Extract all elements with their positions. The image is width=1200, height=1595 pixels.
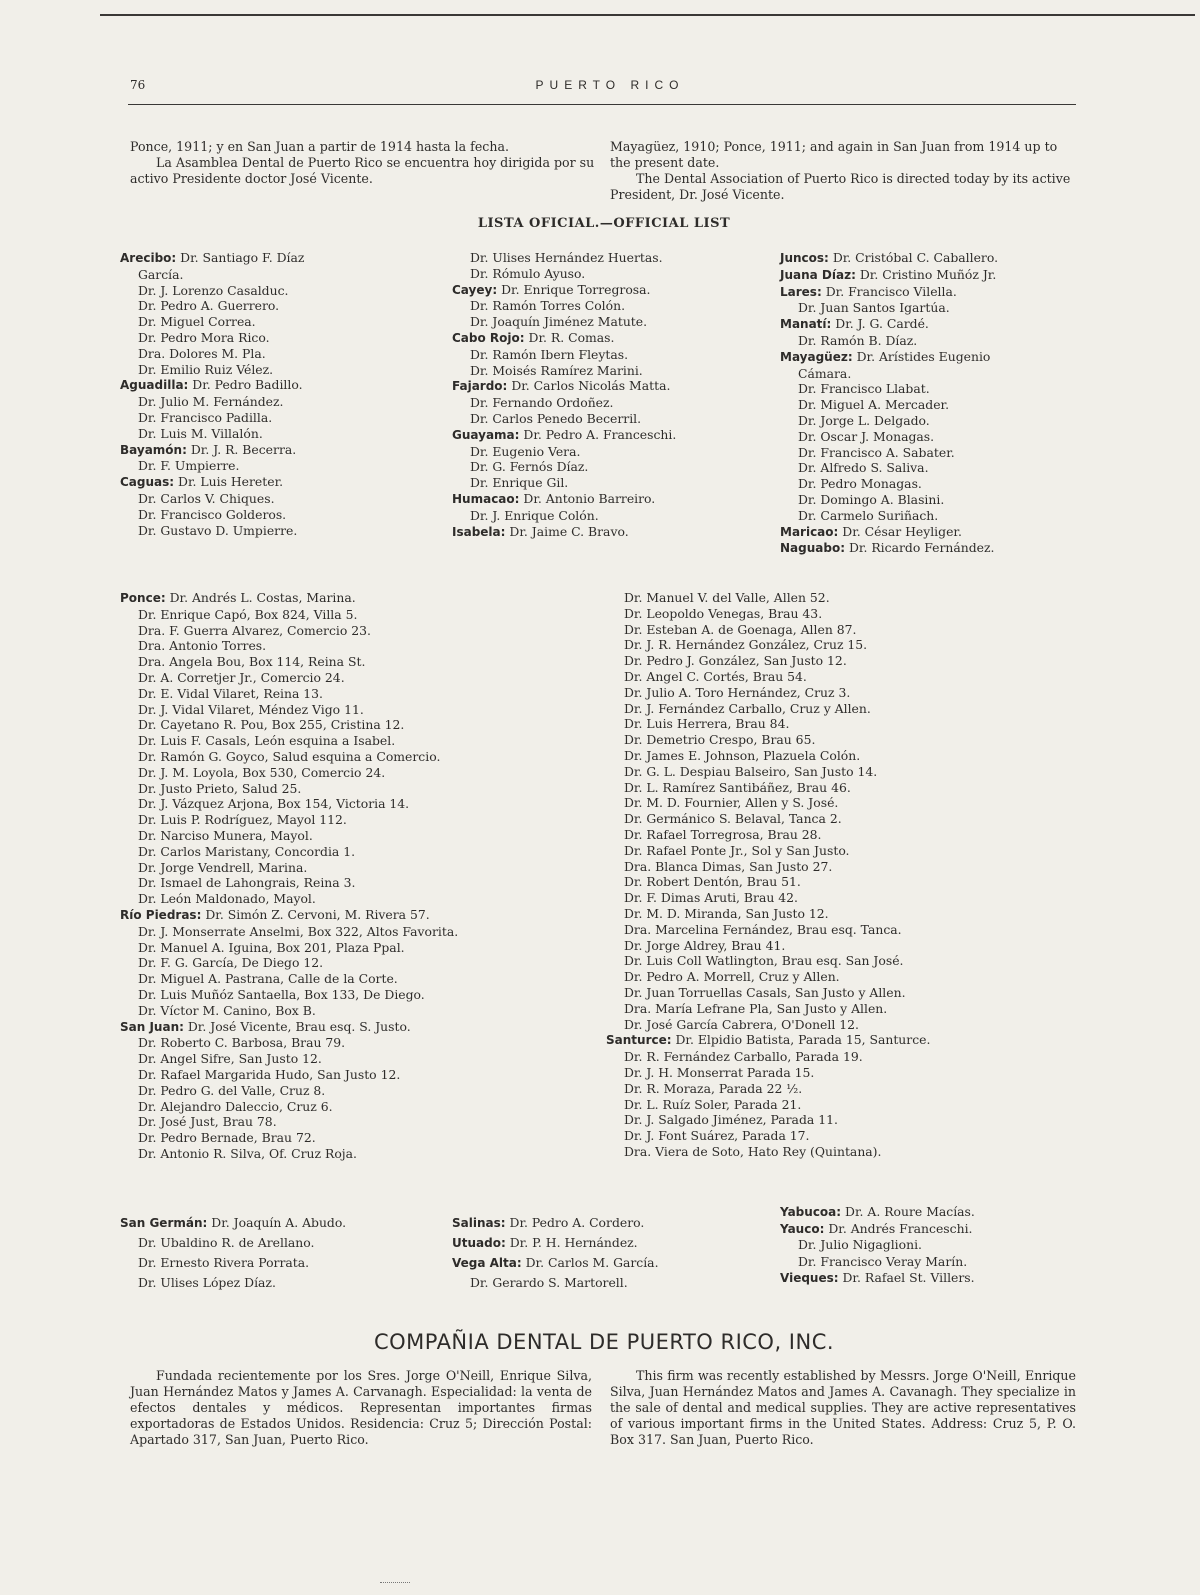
list-entry: Dr. F. Umpierre. [138, 458, 240, 474]
list-entry: Dr. Francisco Veray Marín. [798, 1253, 968, 1269]
list-entry: Dr. J. Enrique Colón. [470, 507, 599, 523]
dentist-name: Dr. Cristóbal C. Caballero. [832, 250, 999, 265]
dentist-name: Dr. J. R. Becerra. [190, 441, 297, 457]
list-entry [120, 907, 620, 924]
list-entry: Dr. Ramón Torres Colón. [470, 298, 626, 314]
list-entry: Dr. Rafael Margarida Hudo, San Justo 12. [138, 1066, 401, 1082]
list-entry: Dr. Emilio Ruiz Vélez. [138, 361, 274, 377]
list-entry [780, 1204, 1080, 1221]
list-entry: Dr. Pedro A. Guerrero. [138, 298, 280, 314]
list-entry: Dr. Ismael de Lahongrais, Reina 3. [138, 875, 356, 891]
list-entry: Dr. Narciso Munera, Mayol. [138, 827, 313, 843]
list-entry: Dr. Miguel A. Mercader. [798, 397, 950, 413]
list-entry-continued: Cámara. [798, 365, 852, 381]
list-entry [452, 1213, 782, 1233]
town-name: Utuado: [452, 1236, 506, 1250]
list-entry: Dr. J. Font Suárez, Parada 17. [624, 1128, 810, 1144]
list-entry: Dra. Blanca Dimas, San Justo 27. [624, 858, 833, 874]
list-entry: Dr. Enrique Capó, Box 824, Villa 5. [138, 606, 358, 622]
list-entry: Dr. Joaquín Jiménez Matute. [470, 314, 648, 330]
list-entry: Dr. J. H. Monserrat Parada 15. [624, 1064, 815, 1080]
list-entry: Dr. Jorge Vendrell, Marina. [138, 859, 308, 875]
list-entry: Dra. F. Guerra Alvarez, Comercio 23. [138, 622, 371, 638]
town-name: Vieques: [780, 1271, 839, 1285]
list-entry [452, 330, 772, 347]
list-entry: Dr. Luis Herrera, Brau 84. [624, 716, 790, 732]
list-entry [120, 1019, 620, 1036]
list-entry [120, 474, 380, 491]
list-entry: Dr. L. Ramírez Santibáñez, Brau 46. [624, 779, 851, 795]
list-entry: Dr. José García Cabrera, O'Donell 12. [624, 1016, 859, 1032]
town-name: Salinas: [452, 1216, 506, 1230]
list-entry [452, 1253, 782, 1273]
list-entry [780, 524, 1080, 541]
list-right-wide [606, 590, 1080, 1160]
list-entry [780, 1270, 1080, 1287]
town-name: Humacao: [452, 491, 520, 506]
list-entry [780, 284, 1080, 301]
list-entry: Dr. Cayetano R. Pou, Box 255, Cristina 12. [138, 717, 405, 733]
dentist-name: Dr. R. Comas. [528, 329, 615, 345]
top-rule [100, 14, 1195, 16]
dentist-name: Dr. Santiago F. Díaz [180, 250, 305, 265]
list-entry: Dr. Antonio R. Silva, Of. Cruz Roja. [138, 1145, 357, 1161]
list-entry: Dr. Miguel Correa. [138, 314, 256, 330]
list-entry [606, 1032, 1080, 1049]
list-entry: Dr. Pedro Monagas. [798, 476, 922, 492]
dentist-name: Dr. Simón Z. Cervoni, M. Rivera 57. [205, 906, 430, 922]
list-entry [780, 540, 1080, 557]
list-entry: Dr. G. Fernós Díaz. [470, 459, 589, 475]
list-entry [452, 491, 772, 508]
list-entry [120, 590, 620, 607]
list-entry: Dr. León Maldonado, Mayol. [138, 891, 316, 907]
list-entry: Dr. Enrique Gil. [470, 475, 569, 491]
list-entry [780, 316, 1080, 333]
town-name: San Germán: [120, 1216, 208, 1230]
list-entry: Dr. Pedro Bernade, Brau 72. [138, 1130, 316, 1146]
intro-en-p2: The Dental Association of Puerto Rico is directed today by its active President, Dr. José Vicente. [610, 171, 1071, 202]
intro-es-p2: La Asamblea Dental de Puerto Rico se encuentra hoy dirigida por su activo Presidente doctor José Vicente. [130, 155, 595, 186]
company-es-text: Fundada recientemente por los Sres. Jorge O'Neill, Enrique Silva, Juan Hernández Matos y James A. Carvanagh. Especialidad: la venta de efectos dentales y médicos. Representan importantes firmas exportadoras de Estados Unidos. Residencia: Cruz 5; Dirección Postal: Apartado 317, San Juan, Puerto Rico. [130, 1368, 592, 1447]
town-name: Vega Alta: [452, 1256, 522, 1270]
dentist-name: Dr. Cristino Muñóz Jr. [859, 266, 997, 282]
dentist-name: Dr. Carlos Nicolás Matta. [511, 378, 671, 394]
list-entry [452, 1273, 782, 1293]
list-entry: Dr. Luis F. Casals, León esquina a Isabel. [138, 733, 396, 749]
list-entry: Dr. Ulises Hernández Huertas. [470, 250, 663, 265]
list-entry [452, 524, 772, 541]
list-entry: Dr. Domingo A. Blasini. [798, 491, 945, 507]
list-entry: Dr. Ramón Ibern Fleytas. [470, 346, 629, 362]
town-name: Naguabo: [780, 541, 846, 556]
dentist-name: Dr. J. G. Cardé. [835, 316, 929, 332]
dentist-name: Dr. Carlos M. García. [525, 1255, 659, 1270]
town-name: Maricao: [780, 524, 839, 539]
list-entry: Dr. Carlos Penedo Becerril. [470, 410, 642, 426]
dentist-name: Dr. Pedro Badillo. [192, 377, 303, 393]
town-name: Caguas: [120, 475, 175, 490]
town-name: Cabo Rojo: [452, 330, 525, 345]
list-entry: Dr. Carlos Maristany, Concordia 1. [138, 843, 356, 859]
list-entry [780, 267, 1080, 284]
list-entry: Dr. Robert Dentón, Brau 51. [624, 874, 801, 890]
dentist-name: Dr. Joaquín A. Abudo. [211, 1215, 347, 1230]
list-entry: Dr. Francisco Llabat. [798, 381, 930, 397]
list-entry: Dr. Luis P. Rodríguez, Mayol 112. [138, 812, 347, 828]
list-entry: Dr. Ernesto Rivera Porrata. [138, 1255, 310, 1270]
dentist-name: Dr. A. Roure Macías. [845, 1204, 975, 1219]
list-entry [780, 1221, 1080, 1238]
list-entry: Dra. Dolores M. Pla. [138, 345, 266, 361]
town-name: Arecibo: [120, 251, 177, 265]
list-entry: Dr. J. R. Hernández González, Cruz 15. [624, 637, 868, 653]
dentist-name: Dr. Jaime C. Bravo. [509, 523, 629, 539]
dentist-name: Dr. César Heyliger. [842, 523, 962, 539]
list-entry: Dr. Ulises López Díaz. [138, 1275, 276, 1290]
list-entry: Dr. Julio Nigaglioni. [798, 1237, 922, 1252]
list-entry: Dr. Ramón B. Díaz. [798, 332, 918, 348]
dentist-name: Dr. Pedro A. Franceschi. [523, 426, 677, 442]
list-entry [120, 250, 380, 267]
dentist-name: Dr. Andrés L. Costas, Marina. [169, 590, 356, 605]
dentist-name: Dr. Antonio Barreiro. [523, 490, 656, 506]
page-number: 76 [130, 78, 146, 92]
town-name: Manatí: [780, 317, 832, 332]
list-entry: Dr. M. D. Fournier, Allen y S. José. [624, 795, 839, 811]
town-name: Mayagüez: [780, 349, 853, 364]
town-name: Ponce: [120, 591, 166, 605]
town-name: Río Piedras: [120, 907, 202, 922]
list-entry: Dr. Miguel A. Pastrana, Calle de la Corte. [138, 971, 398, 987]
list-entry: Dr. Víctor M. Canino, Box B. [138, 1002, 316, 1018]
intro-spanish [130, 139, 600, 187]
list-entry: Dr. Julio A. Toro Hernández, Cruz 3. [624, 684, 851, 700]
dentist-name: Dr. Luis Hereter. [178, 474, 284, 490]
list-entry: Dr. M. D. Miranda, San Justo 12. [624, 905, 829, 921]
town-name: San Juan: [120, 1019, 184, 1034]
list-entry: Dr. Luis Muñóz Santaella, Box 133, De Diego. [138, 986, 425, 1002]
list-entry: Dr. Ubaldino R. de Arellano. [138, 1235, 315, 1250]
list-entry: Dr. Gustavo D. Umpierre. [138, 522, 298, 538]
list-column-3 [780, 250, 1080, 557]
dentist-name: Dr. P. H. Hernández. [509, 1235, 638, 1250]
town-name: Santurce: [606, 1033, 672, 1048]
list-entry: Dr. Germánico S. Belaval, Tanca 2. [624, 811, 842, 827]
dentist-name: Dr. Arístides Eugenio [856, 348, 991, 364]
list-entry: Dr. A. Corretjer Jr., Comercio 24. [138, 669, 345, 685]
list-entry: Dr. J. Vidal Vilaret, Méndez Vigo 11. [138, 701, 364, 717]
list-entry: Dr. R. Fernández Carballo, Parada 19. [624, 1049, 863, 1065]
list-entry: Dr. Pedro G. del Valle, Cruz 8. [138, 1082, 326, 1098]
dentist-name: Dr. Pedro A. Cordero. [509, 1215, 645, 1230]
list-entry: Dr. Angel Sifre, San Justo 12. [138, 1051, 322, 1067]
footer-mark [380, 1582, 410, 1583]
town-name: Yauco: [780, 1221, 825, 1236]
list-entry [780, 250, 1080, 267]
town-name: Yabucoa: [780, 1205, 842, 1219]
town-name: Isabela: [452, 524, 506, 539]
list-entry [452, 427, 772, 444]
list-entry: Dr. Rómulo Ayuso. [470, 265, 586, 281]
list-entry: Dr. Alfredo S. Saliva. [798, 460, 929, 476]
list-entry: Dr. Pedro A. Morrell, Cruz y Allen. [624, 969, 840, 985]
list-entry: Dr. Carlos V. Chiques. [138, 490, 275, 506]
list-entry: Dr. J. M. Loyola, Box 530, Comercio 24. [138, 764, 386, 780]
list-entry: Dr. Demetrio Crespo, Brau 65. [624, 732, 816, 748]
list-entry: Dr. F. Dimas Aruti, Brau 42. [624, 890, 798, 906]
list-entry [120, 442, 380, 459]
list-entry: Dr. Eugenio Vera. [470, 443, 581, 459]
san-german-group [120, 1213, 430, 1293]
list-entry: Dr. Manuel V. del Valle, Allen 52. [624, 590, 830, 605]
list-entry: Dr. Julio M. Fernández. [138, 394, 284, 410]
intro-en-p1: Mayagüez, 1910; Ponce, 1911; and again in San Juan from 1914 up to the present date. [610, 139, 1058, 170]
dentist-name: Dr. Ricardo Fernández. [848, 540, 995, 556]
list-entry: Dra. Angela Bou, Box 114, Reina St. [138, 654, 366, 670]
list-entry: Dr. R. Moraza, Parada 22 ½. [624, 1080, 803, 1096]
list-entry: Dr. Fernando Ordoñez. [470, 395, 614, 411]
list-entry: Dra. Viera de Soto, Hato Rey (Quintana). [624, 1143, 882, 1159]
list-entry: Dr. J. Monserrate Anselmi, Box 322, Altos Favorita. [138, 923, 459, 939]
list-entry: Dr. Moisés Ramírez Marini. [470, 362, 643, 378]
list-entry-continued: García. [138, 266, 184, 282]
list-entry: Dr. James E. Johnson, Plazuela Colón. [624, 747, 861, 763]
list-entry: Dr. F. G. García, De Diego 12. [138, 955, 324, 971]
intro-es-p1: Ponce, 1911; y en San Juan a partir de 1914 hasta la fecha. [130, 139, 509, 154]
list-entry: Dr. Juan Torruellas Casals, San Justo y Allen. [624, 984, 906, 1000]
list-entry: Dr. Jorge Aldrey, Brau 41. [624, 937, 786, 953]
list-entry: Dr. Luis Coll Watlington, Brau esq. San José. [624, 953, 904, 969]
list-entry: Dr. Pedro J. González, San Justo 12. [624, 653, 847, 669]
list-entry [120, 377, 380, 394]
list-entry: Dr. Manuel A. Iguina, Box 201, Plaza Ppal. [138, 939, 405, 955]
town-name: Lares: [780, 284, 822, 299]
right-bottom-group [780, 1204, 1080, 1287]
list-entry: Dr. Francisco Padilla. [138, 409, 273, 425]
town-name: Bayamón: [120, 442, 187, 457]
list-entry: Dr. L. Ruíz Soler, Parada 21. [624, 1096, 802, 1112]
list-entry: Dr. José Just, Brau 78. [138, 1114, 277, 1130]
company-spanish [130, 1368, 592, 1448]
list-entry: Dr. Francisco Golderos. [138, 506, 287, 522]
list-entry: Dr. J. Salgado Jiménez, Parada 11. [624, 1112, 838, 1128]
company-title: COMPAÑIA DENTAL DE PUERTO RICO, INC. [373, 1330, 835, 1354]
list-entry: Dr. J. Lorenzo Casalduc. [138, 282, 289, 298]
dentist-name: Dr. Andrés Franceschi. [828, 1220, 973, 1236]
dentist-name: Dr. Elpidio Batista, Parada 15, Santurce. [675, 1032, 931, 1048]
list-entry: Dr. Pedro Mora Rico. [138, 329, 270, 345]
mid-bottom-group [452, 1213, 782, 1293]
list-entry: Dr. Ramón G. Goyco, Salud esquina a Comercio. [138, 748, 441, 764]
dentist-name: Dr. Enrique Torregrosa. [501, 281, 651, 297]
dentist-name: Dr. José Vicente, Brau esq. S. Justo. [187, 1018, 411, 1034]
list-entry [120, 1213, 430, 1233]
list-entry [780, 349, 1080, 366]
list-entry: Dr. G. L. Despiau Balseiro, San Justo 14. [624, 763, 878, 779]
list-entry: Dr. Alejandro Daleccio, Cruz 6. [138, 1098, 333, 1114]
list-entry: Dr. Oscar J. Monagas. [798, 428, 935, 444]
list-entry: Dr. Rafael Torregrosa, Brau 28. [624, 826, 822, 842]
town-name: Juncos: [780, 251, 829, 265]
list-entry: Dr. J. Fernández Carballo, Cruz y Allen. [624, 700, 871, 716]
list-entry [452, 1233, 782, 1253]
list-entry: Dr. Luis M. Villalón. [138, 425, 263, 441]
list-column-2 [452, 250, 772, 540]
list-entry: Dra. María Lefrane Pla, San Justo y Allen. [624, 1000, 888, 1016]
company-english [610, 1368, 1076, 1448]
list-entry: Dra. Antonio Torres. [138, 638, 267, 654]
list-entry: Dr. Carmelo Suriñach. [798, 507, 939, 523]
list-entry: Dr. Roberto C. Barbosa, Brau 79. [138, 1035, 346, 1051]
dentist-name: Dr. Francisco Vilella. [825, 283, 957, 299]
list-entry: Dr. Angel C. Cortés, Brau 54. [624, 668, 807, 684]
list-entry: Dr. Jorge L. Delgado. [798, 412, 930, 428]
list-left-wide [120, 590, 620, 1162]
list-entry: Dra. Marcelina Fernández, Brau esq. Tanca. [624, 921, 902, 937]
list-entry: Dr. J. Vázquez Arjona, Box 154, Victoria 14. [138, 796, 410, 812]
page-header [130, 78, 1090, 100]
running-title: PUERTO RICO [535, 78, 685, 92]
intro-english [610, 139, 1076, 203]
dentist-name: Dr. Rafael St. Villers. [842, 1270, 975, 1285]
list-column-1 [120, 250, 380, 538]
list-entry: Dr. E. Vidal Vilaret, Reina 13. [138, 685, 323, 701]
town-name: Guayama: [452, 427, 520, 442]
list-entry: Dr. Francisco A. Sabater. [798, 444, 955, 460]
town-name: Juana Díaz: [780, 267, 856, 282]
company-en-text: This firm was recently established by Messrs. Jorge O'Neill, Enrique Silva, Juan Hernández Matos and James A. Cavanagh. They specialize in the sale of dental and medical supplies. They are active representatives of various important firms in the United States. Address: Cruz 5, P. O. Box 317. San Juan, Puerto Rico. [610, 1368, 1076, 1447]
dentist-name: Dr. Gerardo S. Martorell. [470, 1275, 628, 1290]
town-name: Aguadilla: [120, 378, 189, 393]
list-entry [452, 378, 772, 395]
list-entry: Dr. Juan Santos Igartúa. [798, 300, 950, 316]
list-title: LISTA OFICIAL.—OFFICIAL LIST [477, 216, 731, 231]
list-entry: Dr. Leopoldo Venegas, Brau 43. [624, 605, 823, 621]
header-rule [128, 104, 1076, 105]
town-name: Cayey: [452, 282, 498, 297]
list-entry: Dr. Rafael Ponte Jr., Sol y San Justo. [624, 842, 850, 858]
town-name: Fajardo: [452, 379, 508, 394]
list-entry: Dr. Esteban A. de Goenaga, Allen 87. [624, 621, 857, 637]
list-entry: Dr. Justo Prieto, Salud 25. [138, 780, 302, 796]
list-entry [452, 282, 772, 299]
